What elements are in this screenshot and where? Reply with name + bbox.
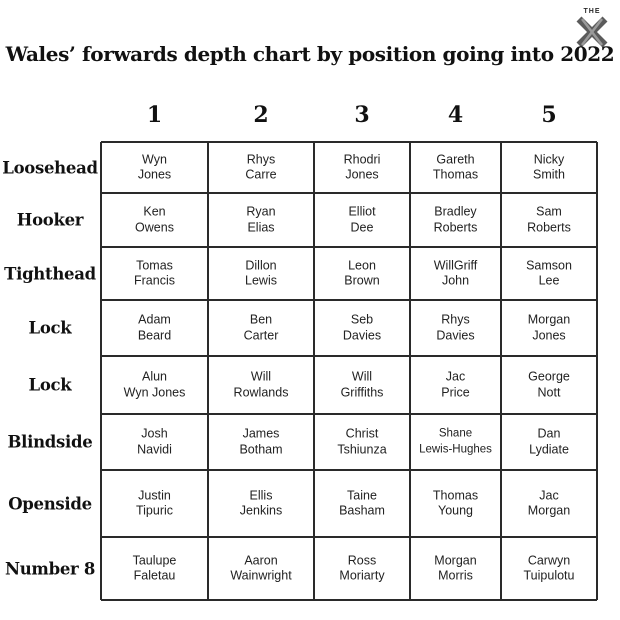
- player-last-name: Lee: [538, 273, 560, 288]
- grid-vertical-line: [313, 142, 314, 600]
- player-cell: [234, 370, 289, 401]
- logo-text: THE: [583, 8, 601, 15]
- player-cell: [529, 427, 569, 458]
- player-cell: [528, 370, 570, 401]
- player-last-name: Carre: [245, 167, 277, 182]
- player-cell: [230, 553, 291, 584]
- player-cell: [244, 313, 279, 344]
- player-first-name: WillGriff: [433, 258, 478, 272]
- player-last-name: Davies: [342, 328, 382, 342]
- player-cell: [434, 205, 478, 236]
- player-first-name: Rhys: [246, 152, 276, 166]
- player-first-name: George: [528, 369, 570, 384]
- depth-chart-grid: [101, 142, 597, 600]
- player-first-name: Wyn: [142, 152, 167, 166]
- player-cell: [133, 553, 177, 584]
- player-last-name: Jenkins: [239, 503, 283, 518]
- player-last-name: Lydiate: [529, 442, 569, 456]
- grid-vertical-line: [409, 142, 410, 600]
- player-last-name: Price: [441, 385, 470, 399]
- player-first-name: Sam: [536, 204, 562, 219]
- row-header: Tighthead: [4, 264, 96, 283]
- column-header-1: 1: [146, 102, 163, 128]
- player-first-name: Ellis: [249, 488, 273, 502]
- player-cell: [343, 313, 381, 344]
- player-cell: [344, 152, 381, 183]
- player-first-name: Aaron: [244, 553, 278, 567]
- player-cell: [341, 370, 384, 401]
- grid-horizontal-line: [101, 192, 597, 193]
- player-last-name: Tshiunza: [337, 442, 387, 456]
- player-first-name: Rhys: [441, 312, 470, 327]
- player-cell: [240, 488, 282, 519]
- player-cell: [528, 313, 570, 344]
- player-first-name: Ross: [347, 553, 377, 567]
- player-last-name: Roberts: [527, 220, 571, 234]
- player-last-name: Rowlands: [233, 385, 289, 399]
- player-last-name: Basham: [339, 503, 385, 518]
- column-header-2: 2: [253, 102, 269, 128]
- player-cell: [138, 313, 171, 344]
- player-cell: [433, 152, 478, 183]
- player-last-name: Moriarty: [339, 568, 385, 583]
- player-cell: [137, 427, 172, 458]
- player-cell: [339, 553, 384, 584]
- player-first-name: James: [242, 426, 280, 441]
- player-last-name: Nott: [537, 385, 561, 399]
- player-first-name: Morgan: [527, 312, 571, 327]
- player-cell: [245, 258, 277, 289]
- player-last-name: Jones: [532, 328, 566, 342]
- player-last-name: Tuipulotu: [523, 568, 575, 583]
- player-cell: [239, 427, 282, 458]
- player-cell: [136, 488, 173, 519]
- player-cell: [533, 152, 565, 183]
- player-last-name: Wyn Jones: [123, 385, 186, 399]
- player-first-name: Josh: [141, 426, 168, 441]
- player-last-name: Francis: [134, 273, 175, 288]
- player-first-name: Jac: [539, 488, 559, 502]
- player-cell: [441, 370, 469, 401]
- column-header-5: 5: [541, 102, 557, 128]
- player-last-name: Lewis-Hughes: [419, 443, 492, 455]
- player-last-name: Young: [438, 503, 473, 518]
- player-last-name: Wainwright: [230, 568, 292, 583]
- player-first-name: Will: [250, 369, 272, 384]
- grid-horizontal-line: [101, 355, 597, 356]
- player-last-name: Davies: [436, 328, 475, 342]
- player-last-name: Jones: [345, 167, 379, 182]
- player-first-name: Nicky: [533, 152, 565, 166]
- player-first-name: Tomas: [136, 258, 173, 272]
- player-first-name: Ben: [249, 312, 273, 327]
- player-first-name: Samson: [526, 258, 572, 272]
- row-header: Blindside: [7, 432, 93, 452]
- player-first-name: Christ: [345, 426, 379, 441]
- player-first-name: Leon: [348, 258, 376, 272]
- grid-horizontal-line: [101, 141, 597, 142]
- player-last-name: Thomas: [432, 167, 479, 182]
- grid-horizontal-line: [101, 536, 597, 537]
- player-cell: [246, 205, 275, 236]
- player-first-name: Adam: [138, 312, 171, 327]
- player-cell: [138, 152, 171, 183]
- grid-horizontal-line: [101, 413, 597, 414]
- row-header: Lock: [28, 375, 72, 395]
- grid-horizontal-line: [101, 246, 597, 247]
- chart-title: Wales’ forwards depth chart by position going into 2022: [5, 42, 615, 66]
- player-last-name: Morris: [438, 568, 473, 583]
- player-last-name: Elias: [247, 220, 275, 234]
- player-cell: [419, 427, 492, 458]
- player-last-name: Jones: [137, 167, 172, 182]
- player-first-name: Seb: [350, 312, 374, 327]
- grid-vertical-line: [500, 142, 501, 600]
- grid-vertical-line: [596, 142, 597, 600]
- player-cell: [135, 205, 174, 236]
- player-first-name: Shane: [438, 427, 473, 440]
- player-last-name: Lewis: [245, 273, 277, 288]
- player-last-name: Faletau: [133, 568, 176, 583]
- player-cell: [134, 258, 175, 289]
- player-last-name: Griffiths: [340, 385, 384, 399]
- player-last-name: Carter: [243, 328, 279, 342]
- player-first-name: Ryan: [246, 204, 276, 219]
- player-last-name: Morgan: [527, 503, 571, 518]
- player-cell: [434, 258, 478, 289]
- player-last-name: Brown: [344, 273, 380, 288]
- player-last-name: Navidi: [137, 442, 172, 456]
- player-last-name: Tipuric: [135, 503, 174, 518]
- player-cell: [436, 313, 474, 344]
- row-header: Hooker: [16, 210, 84, 230]
- grid-vertical-line: [207, 142, 208, 600]
- player-last-name: Dee: [350, 220, 374, 234]
- grid-horizontal-line: [101, 469, 597, 470]
- grid-vertical-line: [100, 142, 101, 600]
- player-first-name: Taulupe: [132, 553, 177, 567]
- player-cell: [524, 553, 575, 584]
- grid-horizontal-line: [101, 299, 597, 300]
- player-cell: [528, 488, 570, 519]
- player-cell: [527, 205, 571, 236]
- row-header: Openside: [8, 494, 92, 513]
- player-cell: [337, 427, 386, 458]
- column-header-3: 3: [354, 102, 370, 128]
- player-first-name: Gareth: [436, 152, 475, 166]
- row-header: Loosehead: [2, 158, 98, 177]
- player-first-name: Alun: [141, 369, 168, 384]
- player-last-name: Beard: [137, 328, 172, 342]
- player-cell: [348, 205, 375, 236]
- grid-horizontal-line: [101, 599, 597, 600]
- player-first-name: Ken: [143, 204, 166, 219]
- player-cell: [245, 152, 276, 183]
- player-last-name: Owens: [135, 220, 174, 234]
- player-first-name: Elliot: [348, 204, 376, 219]
- player-cell: [433, 488, 478, 519]
- player-first-name: Jac: [445, 369, 466, 384]
- player-cell: [339, 488, 385, 519]
- player-first-name: Justin: [138, 488, 171, 502]
- player-first-name: Dan: [537, 426, 561, 441]
- player-first-name: Bradley: [434, 204, 477, 219]
- player-first-name: Taine: [347, 488, 377, 502]
- player-first-name: Carwyn: [527, 553, 571, 567]
- player-cell: [344, 258, 379, 289]
- player-first-name: Will: [351, 369, 373, 384]
- player-last-name: John: [441, 273, 470, 288]
- row-header: Lock: [28, 318, 72, 338]
- player-last-name: Smith: [533, 167, 565, 182]
- player-last-name: Botham: [239, 442, 283, 456]
- player-cell: [526, 258, 572, 289]
- player-cell: [124, 370, 186, 401]
- player-cell: [434, 553, 476, 584]
- column-header-4: 4: [447, 102, 464, 128]
- player-first-name: Thomas: [432, 488, 479, 502]
- player-first-name: Morgan: [434, 553, 477, 567]
- player-first-name: Rhodri: [343, 152, 381, 166]
- row-header: Number 8: [4, 559, 96, 578]
- player-first-name: Dillon: [245, 258, 277, 272]
- player-last-name: Roberts: [433, 220, 478, 234]
